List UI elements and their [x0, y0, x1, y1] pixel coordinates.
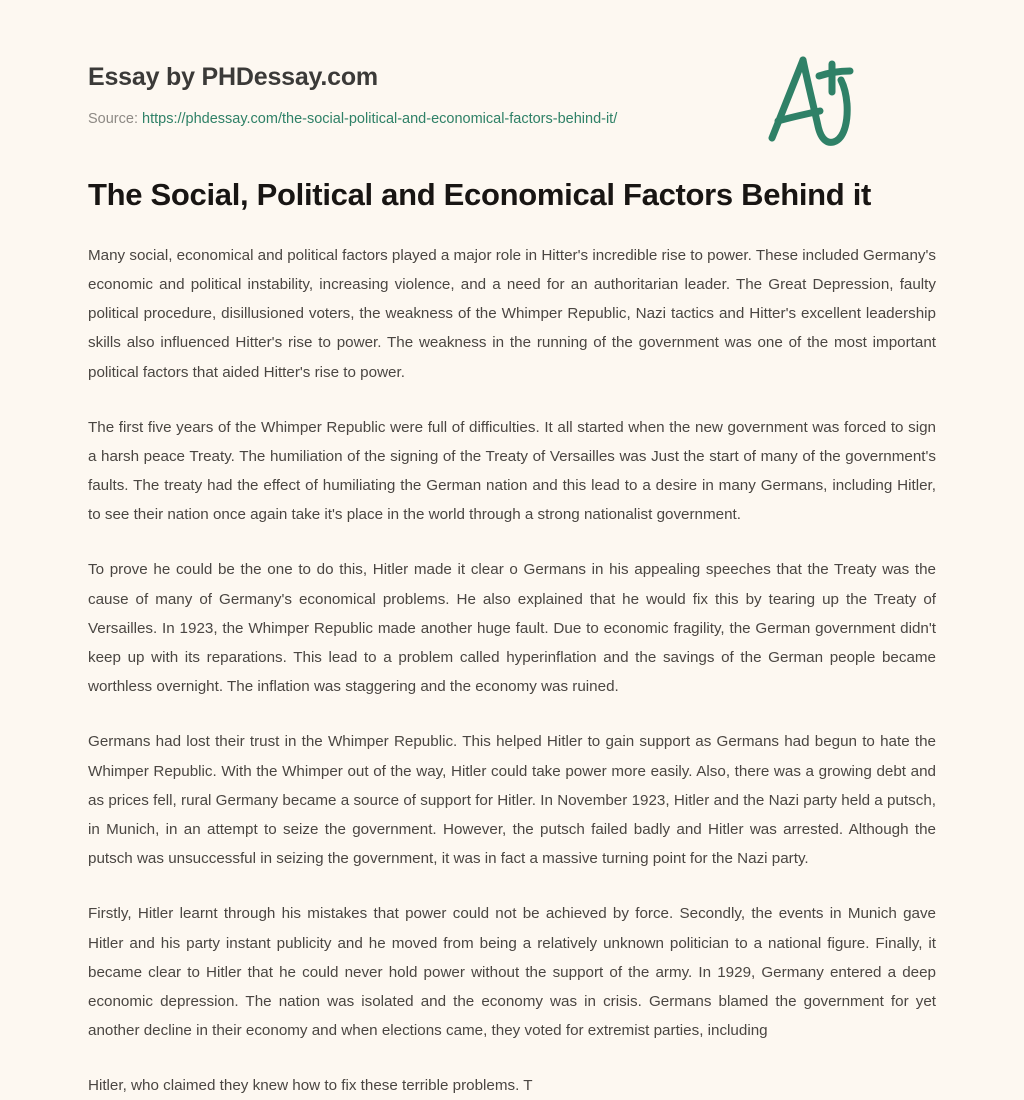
paragraph: The first five years of the Whimper Republic were full of difficulties. It all started when the new government was forced to sign a harsh peace Treaty. The humiliation of the signing of the Treaty of Versailles was Just the start of many of the government's faults. The treaty had the effect of humiliating the German nation and this lead to a desire in many Germans, including Hitler, to see their nation once again take it's place in the world through a strong nationalist government. [88, 418, 936, 524]
paragraph: Germans had lost their trust in the Whimper Republic. This helped Hitler to gain support as Germans had begun to hate the Whimper Republic. With the Whimper out of the way, Hitler could take power more easily. Also, there was a growing debt and as prices fell, rural Germany became a source of support for Hitler. In November 1923, Hitler and the Nazi party held a putsch, in Munich, in an attempt to seize the government. However, the putsch failed badly and Hitler was arrested. Although the putsch was unsuccessful in seizing the government, it was in fact a massive turning point for the Nazi party. [88, 733, 936, 868]
paragraph: Many social, economical and political factors played a major role in Hitter's incredible rise to power. These included Germany's economic and political instability, increasing violence, and a need for an authoritarian leader. The Great Depression, faulty political procedure, disillusioned voters, the weakness of the Whimper Republic, Nazi tactics and Hitter's excellent leadership skills also influenced Hitter's rise to power. The weakness in the running of the government was one of the most important political factors that aided Hitter's rise to power. [88, 246, 936, 381]
paragraph: Firstly, Hitler learnt through his mistakes that power could not be achieved by force. Secondly, the events in Munich gave Hitler and his party instant publicity and he moved from being a relatively unknown politician to a national figure. Finally, it became clear to Hitler that he could never hold power without the support of the army. In 1929, Germany entered a deep economic depression. The nation was isolated and the economy was in crisis. Germans blamed the government for yet another decline in their economy and when elections came, they voted for extremist parties, including [88, 905, 936, 1040]
brand-title: Essay by PHDessay.com [88, 63, 378, 91]
paragraph-truncated: Hitler, who claimed they knew how to fix these terrible problems. T [88, 1077, 533, 1095]
source-label: Source: [88, 110, 138, 127]
essay-body [88, 215, 936, 1100]
source-url-link[interactable]: https://phdessay.com/the-social-political-and-economical-factors-behind-it/ [142, 110, 618, 127]
page-title: The Social, Political and Economical Factors Behind it [88, 177, 872, 212]
paragraph: To prove he could be the one to do this, Hitler made it clear o Germans in his appealing speeches that the Treaty was the cause of many of Germany's economical problems. He also explained that he would fix this by tearing up the Treaty of Versailles. In 1923, the Whimper Republic made another huge fault. Due to economic fragility, the German government didn't keep up with its reparations. This lead to a problem called hyperinflation and the savings of the German people became worthless overnight. The inflation was staggering and the economy was ruined. [88, 561, 936, 696]
document-header [88, 0, 936, 127]
aplus-logo-icon [762, 46, 858, 150]
